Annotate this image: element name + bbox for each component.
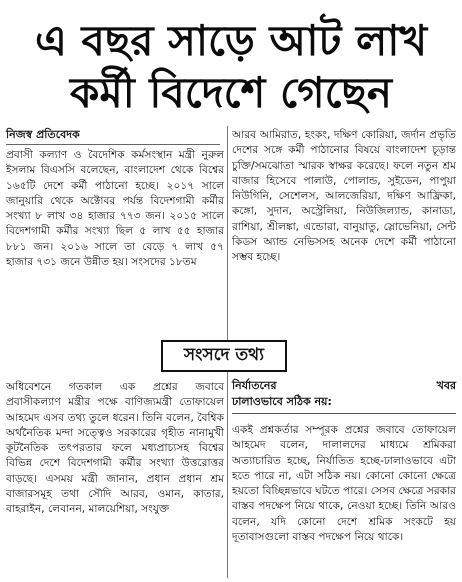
byline: নিজস্ব প্রতিবেদক — [6, 127, 220, 145]
subheading-right: খবর — [436, 379, 456, 392]
left-column-text-1 — [6, 148, 224, 270]
left-paragraph-1: প্রবাসী কল্যাণ ও বৈদেশিক কর্মসংস্থান মন্ত্রী নুরুল ইসলাম বিএসসি বলেছেন, বাংলাদেশ থেকে বিশ্বের ১৬৫টি দেশে কর্মী পাঠানো হচ্ছে। ২০১৭ সালে জানুয়ারি থেকে অক্টোবর পর্যন্ত বিদেশগামী কর্মীর সংখ্যা ৮ লাখ ৩৪ হাজার ৭৭৩ জন। ২০১৫ সালে বিদেশগামী কর্মীর সংখ্যা ছিল ৫ লাখ ৫৫ হাজার ৮৮১ জন। ২০১৬ সালে তা বেড়ে ৭ লাখ ৫৭ হাজার ৭৩১ জনে উন্নীত হয়। সংসদের ১৮তম — [6, 149, 224, 269]
right-column-text-2 — [232, 423, 456, 545]
headline-line-1: এ বছর সাড়ে আট লাখ — [34, 16, 428, 65]
right-column-text-1 — [232, 128, 456, 266]
subheading-left: নির্যাতনের — [232, 379, 277, 392]
headline — [0, 0, 462, 124]
right-paragraph-2: একই প্রশ্নকর্তার সম্পূরক প্রশ্নের জবাবে তোফায়েল আহমেদ বলেন, দালালদের মাধ্যমে শ্রমিকরা অত্যাচারিত হচ্ছে, নির্যাতিত হচ্ছে-ঢালাওভাবে এটা হতে পারে না, এটা সঠিক নয়। কোনো কোনো ক্ষেত্রে হয়তো বিচ্ছিন্নভাবে ঘটতে পারে। সেসব ক্ষেত্রে সরকার বাস্তব পদক্ষেপ নিয়ে থাকে, নেওয়া হচ্ছে। তিনি আরও বলেন, যদি কোনো দেশে শ্রমিক সংকটে হয় দূতাবাসগুলো বাস্তব পদক্ষেপ নিয়ে থাকে। — [232, 424, 456, 544]
subheading-line-2: ঢালাওভাবে সঠিক নয়: — [232, 395, 332, 408]
boxed-heading: সংসদে তথ্য — [161, 340, 287, 372]
right-paragraph-1: আরব আমিরাত, হংকং, দক্ষিণ কোরিয়া, জর্দান প্রভৃতি দেশের সঙ্গে কর্মী পাঠানোর বিষয়ে বাংলাদেশ চূড়ান্ত চুক্তি/সমঝোতা স্মারক স্বাক্ষর করেছে। ফলে নতুন শ্রম বাজার হিসেবে পালাউ, পোলান্ড, সুইডেন, পাপুয়া নিউগিনি, সেশেলস, আলজেরিয়া, দক্ষিণ আফ্রিকা, কঙ্গো, সুদান, অস্ট্রেলিয়া, নিউজিল্যান্ড, কানাডা, রাশিয়া, শ্রীলঙ্কা, এন্ডোরা, বানুয়াতু, স্লোভেনিয়া, সেন্ট কিডস অ্যান্ড নেভিসসহ অনেক দেশে কর্মী পাঠানো সম্ভব হচ্ছে। — [232, 129, 456, 264]
left-column-text-2 — [6, 380, 224, 518]
headline-line-2: কর্মী বিদেশে গেছেন — [70, 68, 392, 117]
left-paragraph-2: অধিবেশনে গতকাল এক প্রশ্নের জবাবে প্রবাসীকল্যাণ মন্ত্রীর পক্ষে বাণিজ্যমন্ত্রী তোফায়েল আহমেদ এসব তথ্য তুলে ধরেন। তিনি বলেন, বৈশ্বিক অর্থনৈতিক মন্দা সত্ত্বেও সরকারের গৃহীত নানামুখী কূটনৈতিক তৎপরতার ফলে মধ্যপ্রাচ্যসহ বিশ্বের বিভিন্ন দেশে বিদেশগামী কর্মীর সংখ্যা উত্তরোত্তর বাড়ছে। এসময় মন্ত্রী জানান, প্রধান প্রধান শ্রম বাজারসমূহ তথা সৌদি আরব, ওমান, কাতার, বাহরাইন, লেবানন, মালয়েশিয়া, সংযুক্ত — [6, 381, 224, 516]
subheading — [232, 378, 456, 414]
